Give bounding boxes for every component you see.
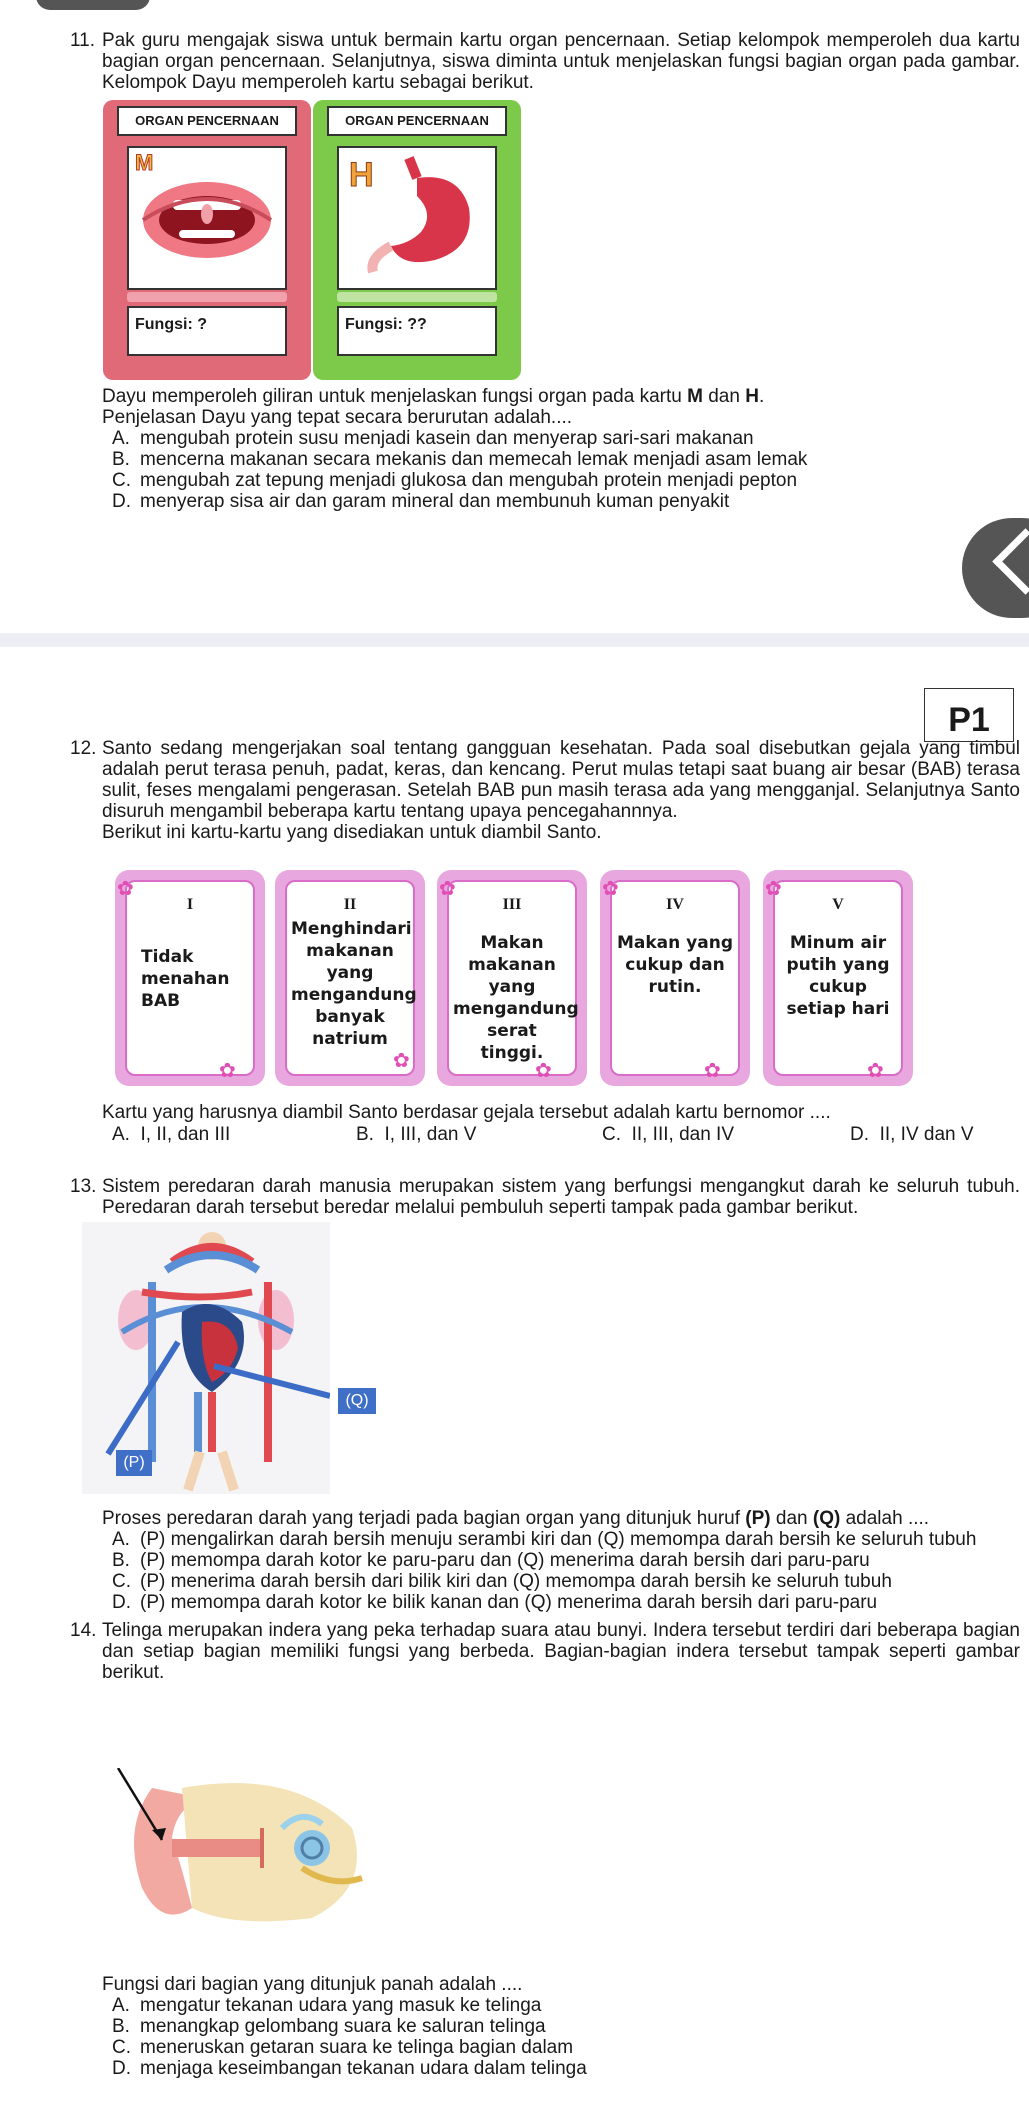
prevention-card-2[interactable] — [275, 870, 425, 1086]
card-text: Menghindari makanan yang mengandung banyak natrium — [291, 919, 417, 1049]
question-prompt: Penjelasan Dayu yang tepat secara berurutan adalah.... — [102, 407, 573, 428]
question-text: Telinga merupakan indera yang peka terhadap suara atau bunyi. Indera tersebut terdiri dari beberapa bagian dan setiap bagian memiliki fungsi yang berbeda. Bagian-bagian indera tersebut tampak seperti gambar berikut. — [102, 1620, 1020, 1683]
prompt-text: Proses peredaran darah yang terjadi pada bagian organ yang ditunjuk huruf — [102, 1508, 746, 1529]
question-11 — [70, 30, 1020, 93]
ear-anatomy-image — [112, 1768, 382, 1930]
question-13 — [70, 1176, 1020, 1218]
option-text: mengubah zat tepung menjadi glukosa dan mengubah protein menjadi pepton — [140, 470, 798, 491]
prevention-card-3[interactable] — [437, 870, 587, 1086]
question-12-prompt — [70, 1102, 1020, 1123]
conjunction: dan — [702, 386, 746, 407]
question-number: 11. — [70, 30, 96, 51]
option-text: mengubah protein susu menjadi kasein dan menyerap sari-sari makanan — [140, 428, 754, 449]
option-text: menjaga keseimbangan tekanan udara dalam telinga — [140, 2058, 587, 2079]
card-fungsi: Fungsi: ? — [127, 306, 287, 356]
question-11-continued — [70, 386, 1020, 512]
conjunction: dan — [770, 1508, 813, 1529]
label-p: (P) — [116, 1450, 152, 1476]
question-text: Pak guru mengajak siswa untuk bermain kartu organ pencernaan. Setiap kelompok memperoleh dua kartu bagian organ pencernaan. Selanjutnya, siswa diminta untuk menjelaskan fungsi bagian organ pada gambar. Kelompok Dayu memperoleh kartu sebagai berikut. — [102, 30, 1020, 93]
option-label: B. — [112, 449, 130, 470]
option-d[interactable] — [112, 491, 1020, 512]
card-letter: M — [135, 150, 154, 175]
question-14 — [70, 1620, 1020, 1683]
option-text: mengatur tekanan udara yang masuk ke telinga — [140, 1995, 542, 2016]
question-14-prompt — [70, 1974, 1020, 2079]
option-label: B. — [356, 1124, 374, 1145]
star-icon: ✿ — [867, 1060, 884, 1082]
option-text: meneruskan getaran suara ke telinga bagian dalam — [140, 2037, 574, 2058]
card-roman: IV — [666, 896, 684, 913]
option-text: mencerna makanan secara mekanis dan memecah lemak menjadi asam lemak — [140, 449, 808, 470]
option-label: D. — [850, 1124, 869, 1145]
organ-cards-image — [103, 100, 521, 382]
option-text: II, III, dan IV — [631, 1124, 735, 1145]
top-tab-decoration — [36, 0, 150, 10]
question-13-prompt — [70, 1508, 1020, 1613]
option-text: I, III, dan V — [384, 1124, 477, 1145]
p-ref: (P) — [745, 1508, 771, 1529]
option-label: C. — [112, 2037, 131, 2058]
option-a[interactable] — [112, 1995, 1020, 2016]
ear-diagram-icon — [112, 1768, 382, 1930]
organ-card-h — [313, 100, 521, 380]
card-image-area — [337, 146, 497, 290]
question-number: 13. — [70, 1176, 97, 1197]
card-fungsi: Fungsi: ?? — [337, 306, 497, 356]
question-text: Sistem peredaran darah manusia merupakan sistem yang berfungsi mengangkut darah ke seluruh tubuh. Peredaran darah tersebut beredar melalui pembuluh seperti tampak pada gambar berikut. — [102, 1176, 1020, 1218]
question-prompt — [102, 1508, 1020, 1529]
card-roman: II — [343, 896, 357, 913]
card-roman: I — [186, 896, 194, 913]
option-label: B. — [112, 1550, 130, 1571]
option-b[interactable] — [112, 449, 1020, 470]
question-prompt: Kartu yang harusnya diambil Santo berdasar gejala tersebut adalah kartu bernomor .... — [102, 1102, 831, 1123]
option-text: menyerap sisa air dan garam mineral dan membunuh kuman penyakit — [140, 491, 730, 512]
star-icon: ✿ — [535, 1060, 552, 1082]
instruction-text: Dayu memperoleh giliran untuk menjelaskan fungsi organ pada kartu — [102, 386, 688, 407]
prevention-card-1[interactable] — [115, 870, 265, 1086]
card-roman: III — [502, 896, 522, 913]
card-image-area — [127, 146, 287, 290]
question-text-2: Berikut ini kartu-kartu yang disediakan untuk diambil Santo. — [102, 822, 602, 843]
option-c[interactable] — [602, 1124, 734, 1146]
card-inner — [610, 880, 740, 1076]
option-label: B. — [112, 2016, 130, 2037]
circulatory-system-image — [82, 1222, 369, 1494]
prompt-end: adalah .... — [840, 1508, 930, 1529]
card-text: Tidak menahan BAB — [141, 947, 230, 1011]
q-ref: (Q) — [812, 1508, 841, 1529]
option-b[interactable] — [112, 2016, 1020, 2037]
card-title: ORGAN PENCERNAAN — [327, 106, 507, 136]
card-title: ORGAN PENCERNAAN — [117, 106, 297, 136]
card-text: Minum air putih yang cukup setiap hari — [786, 933, 890, 1019]
chevron-left-icon — [992, 528, 1029, 594]
option-d[interactable] — [850, 1124, 974, 1146]
back-button[interactable] — [962, 518, 1029, 618]
section-divider — [0, 633, 1029, 647]
option-label: A. — [112, 1124, 130, 1145]
star-icon: ✿ — [439, 878, 456, 900]
option-label: C. — [112, 1571, 131, 1592]
star-icon: ✿ — [219, 1060, 236, 1082]
stomach-icon — [339, 148, 495, 284]
card-letter: H — [349, 156, 374, 194]
card-strip — [337, 292, 497, 302]
label-q: (Q) — [338, 1388, 376, 1414]
organ-card-m — [103, 100, 311, 380]
option-label: C. — [602, 1124, 621, 1145]
question-prompt: Fungsi dari bagian yang ditunjuk panah adalah .... — [102, 1974, 523, 1995]
prevention-card-5[interactable] — [763, 870, 913, 1086]
option-d[interactable] — [112, 2058, 1020, 2079]
options-list — [112, 1995, 1020, 2079]
star-icon: ✿ — [765, 878, 782, 900]
card-text: Makan makanan yang mengandung serat tinggi. — [453, 933, 579, 1063]
card-strip — [127, 292, 287, 302]
option-a[interactable] — [112, 428, 1020, 449]
option-label: C. — [112, 470, 131, 491]
star-icon: ✿ — [602, 878, 619, 900]
option-label: D. — [112, 1592, 131, 1613]
options-list — [112, 1529, 1020, 1613]
option-label: D. — [112, 2058, 131, 2079]
option-b[interactable] — [356, 1124, 476, 1146]
option-text: (P) memompa darah kotor ke paru-paru dan (Q) menerima darah bersih dari paru-paru — [140, 1550, 870, 1571]
card-inner — [773, 880, 903, 1076]
period: . — [758, 386, 765, 407]
option-label: D. — [112, 491, 131, 512]
card-roman: V — [832, 896, 844, 913]
option-text: II, IV dan V — [879, 1124, 974, 1145]
option-c[interactable] — [112, 1571, 1020, 1592]
option-label: A. — [112, 428, 130, 449]
card-text: Makan yang cukup dan rutin. — [616, 933, 733, 997]
card-inner — [285, 880, 415, 1076]
option-label: A. — [112, 1529, 130, 1550]
option-text: (P) memompa darah kotor ke bilik kanan dan (Q) menerima darah bersih dari paru-paru — [140, 1592, 878, 1613]
question-12 — [70, 738, 1020, 843]
option-text: (P) menerima darah bersih dari bilik kiri dan (Q) memompa darah bersih ke seluruh tubuh — [140, 1571, 892, 1592]
options-list — [112, 428, 1020, 512]
option-label: A. — [112, 1995, 130, 2016]
option-text: (P) mengalirkan darah bersih menuju serambi kiri dan (Q) memompa darah bersih ke seluruh tubuh — [140, 1529, 977, 1550]
card-m-ref: M — [687, 386, 703, 407]
card-h-ref: H — [745, 386, 759, 407]
mouth-icon — [129, 148, 285, 284]
option-d[interactable] — [112, 1592, 1020, 1613]
option-c[interactable] — [112, 2037, 1020, 2058]
question-number: 14. — [70, 1620, 97, 1641]
option-b[interactable] — [112, 1550, 1020, 1571]
option-text: menangkap gelombang suara ke saluran telinga — [140, 2016, 546, 2037]
option-a[interactable] — [112, 1124, 230, 1146]
question-number: 12. — [70, 738, 97, 759]
card-inner — [125, 880, 255, 1076]
question-text: Santo sedang mengerjakan soal tentang gangguan kesehatan. Pada soal disebutkan gejala yang timbul adalah perut terasa penuh, padat, keras, dan kencang. Perut mulas tetapi saat buang air besar (BAB) terasa sulit, feses mengalami pengerasan. Setelah BAB pun masih terasa ada yang mengganjal. Selanjutnya Santo disuruh mengambil beberapa kartu tentang upaya pencegahannnya. — [102, 738, 1020, 822]
p1-badge: P1 — [924, 688, 1014, 742]
star-icon: ✿ — [117, 878, 134, 900]
star-icon: ✿ — [393, 1050, 410, 1072]
prevention-card-4[interactable] — [600, 870, 750, 1086]
card-inner — [447, 880, 577, 1076]
star-icon: ✿ — [704, 1060, 721, 1082]
option-a[interactable] — [112, 1529, 1020, 1550]
option-c[interactable] — [112, 470, 1020, 491]
option-text: I, II, dan III — [140, 1124, 231, 1145]
